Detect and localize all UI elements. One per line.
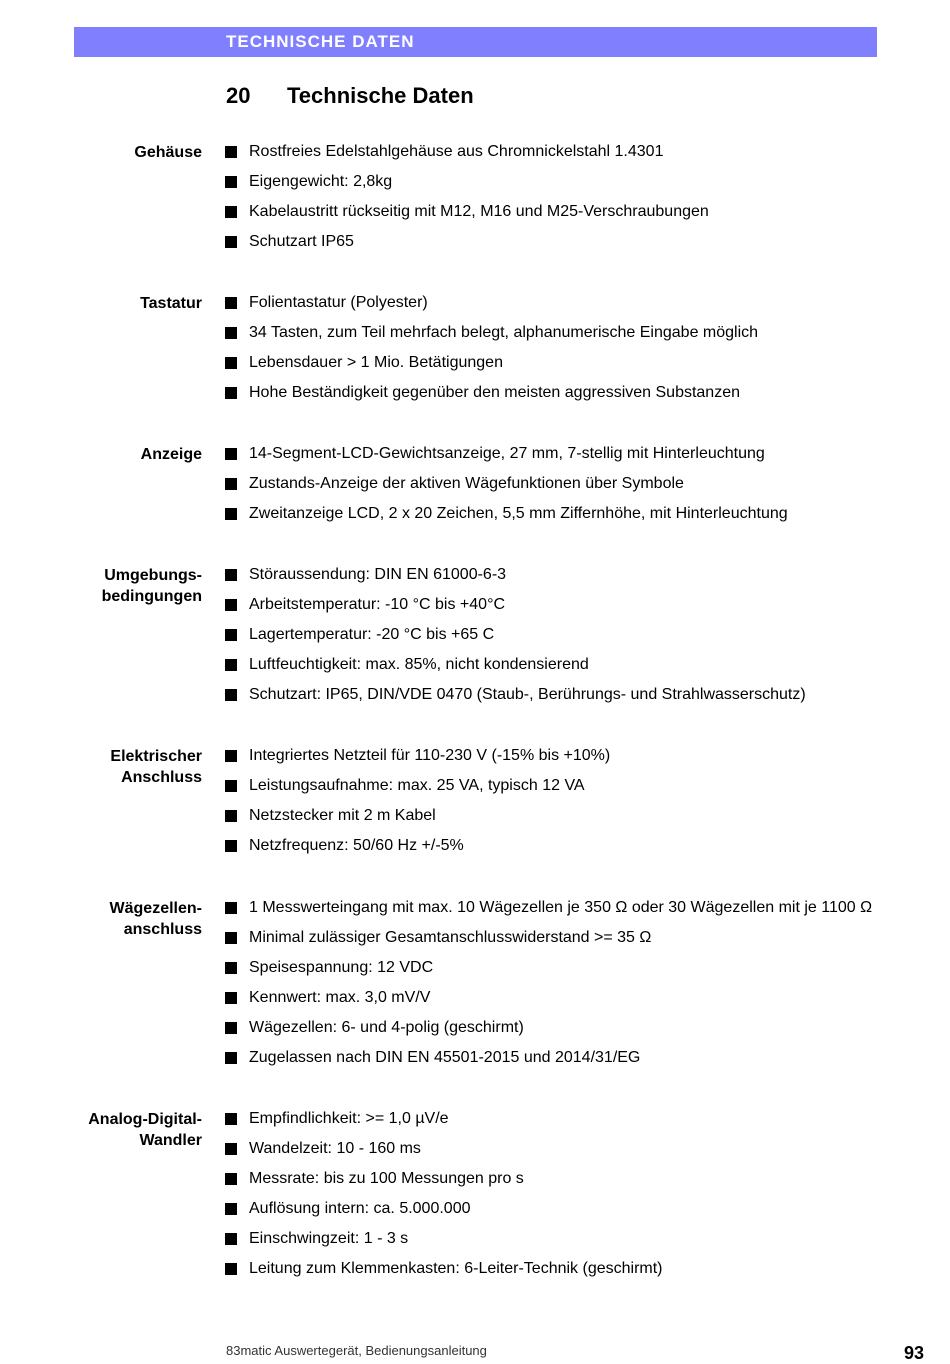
square-bullet-icon [225,659,237,671]
square-bullet-icon [225,569,237,581]
chapter-title-text: Technische Daten [287,83,474,108]
square-bullet-icon [225,146,237,158]
square-bullet-icon [225,902,237,914]
square-bullet-icon [225,1263,237,1275]
square-bullet-icon [225,206,237,218]
square-bullet-icon [225,962,237,974]
section-label: Gehäuse [134,144,202,161]
square-bullet-icon [225,387,237,399]
square-bullet-icon [225,840,237,852]
square-bullet-icon [225,1022,237,1034]
section-label: Umgebungs- bedingungen [101,567,202,605]
square-bullet-icon [225,689,237,701]
square-bullet-icon [225,599,237,611]
square-bullet-icon [225,357,237,369]
square-bullet-icon [225,1173,237,1185]
square-bullet-icon [225,629,237,641]
square-bullet-icon [225,810,237,822]
section-header-bar [74,27,877,57]
square-bullet-icon [225,176,237,188]
square-bullet-icon [225,508,237,520]
square-bullet-icon [225,1052,237,1064]
square-bullet-icon [225,297,237,309]
square-bullet-icon [225,932,237,944]
chapter-number: 20 [226,83,251,108]
square-bullet-icon [225,1203,237,1215]
page-number: 93 [903,1343,924,1363]
section-label: Analog-Digital- Wandler [88,1111,202,1149]
square-bullet-icon [225,780,237,792]
footer-document-title: 83matic Auswertegerät, Bedienungsanleitung [226,1343,487,1358]
square-bullet-icon [225,236,237,248]
square-bullet-icon [225,750,237,762]
section-label: Tastatur [140,295,202,312]
square-bullet-icon [225,992,237,1004]
section-header-title: TECHNISCHE DATEN [226,32,415,51]
square-bullet-icon [225,448,237,460]
section-label: Wägezellen- anschluss [109,900,202,938]
section-label: Elektrischer Anschluss [110,748,202,786]
square-bullet-icon [225,1143,237,1155]
section-label: Anzeige [140,446,202,463]
square-bullet-icon [225,1233,237,1245]
square-bullet-icon [225,1113,237,1125]
square-bullet-icon [225,478,237,490]
square-bullet-icon [225,327,237,339]
chapter-title [226,83,474,109]
